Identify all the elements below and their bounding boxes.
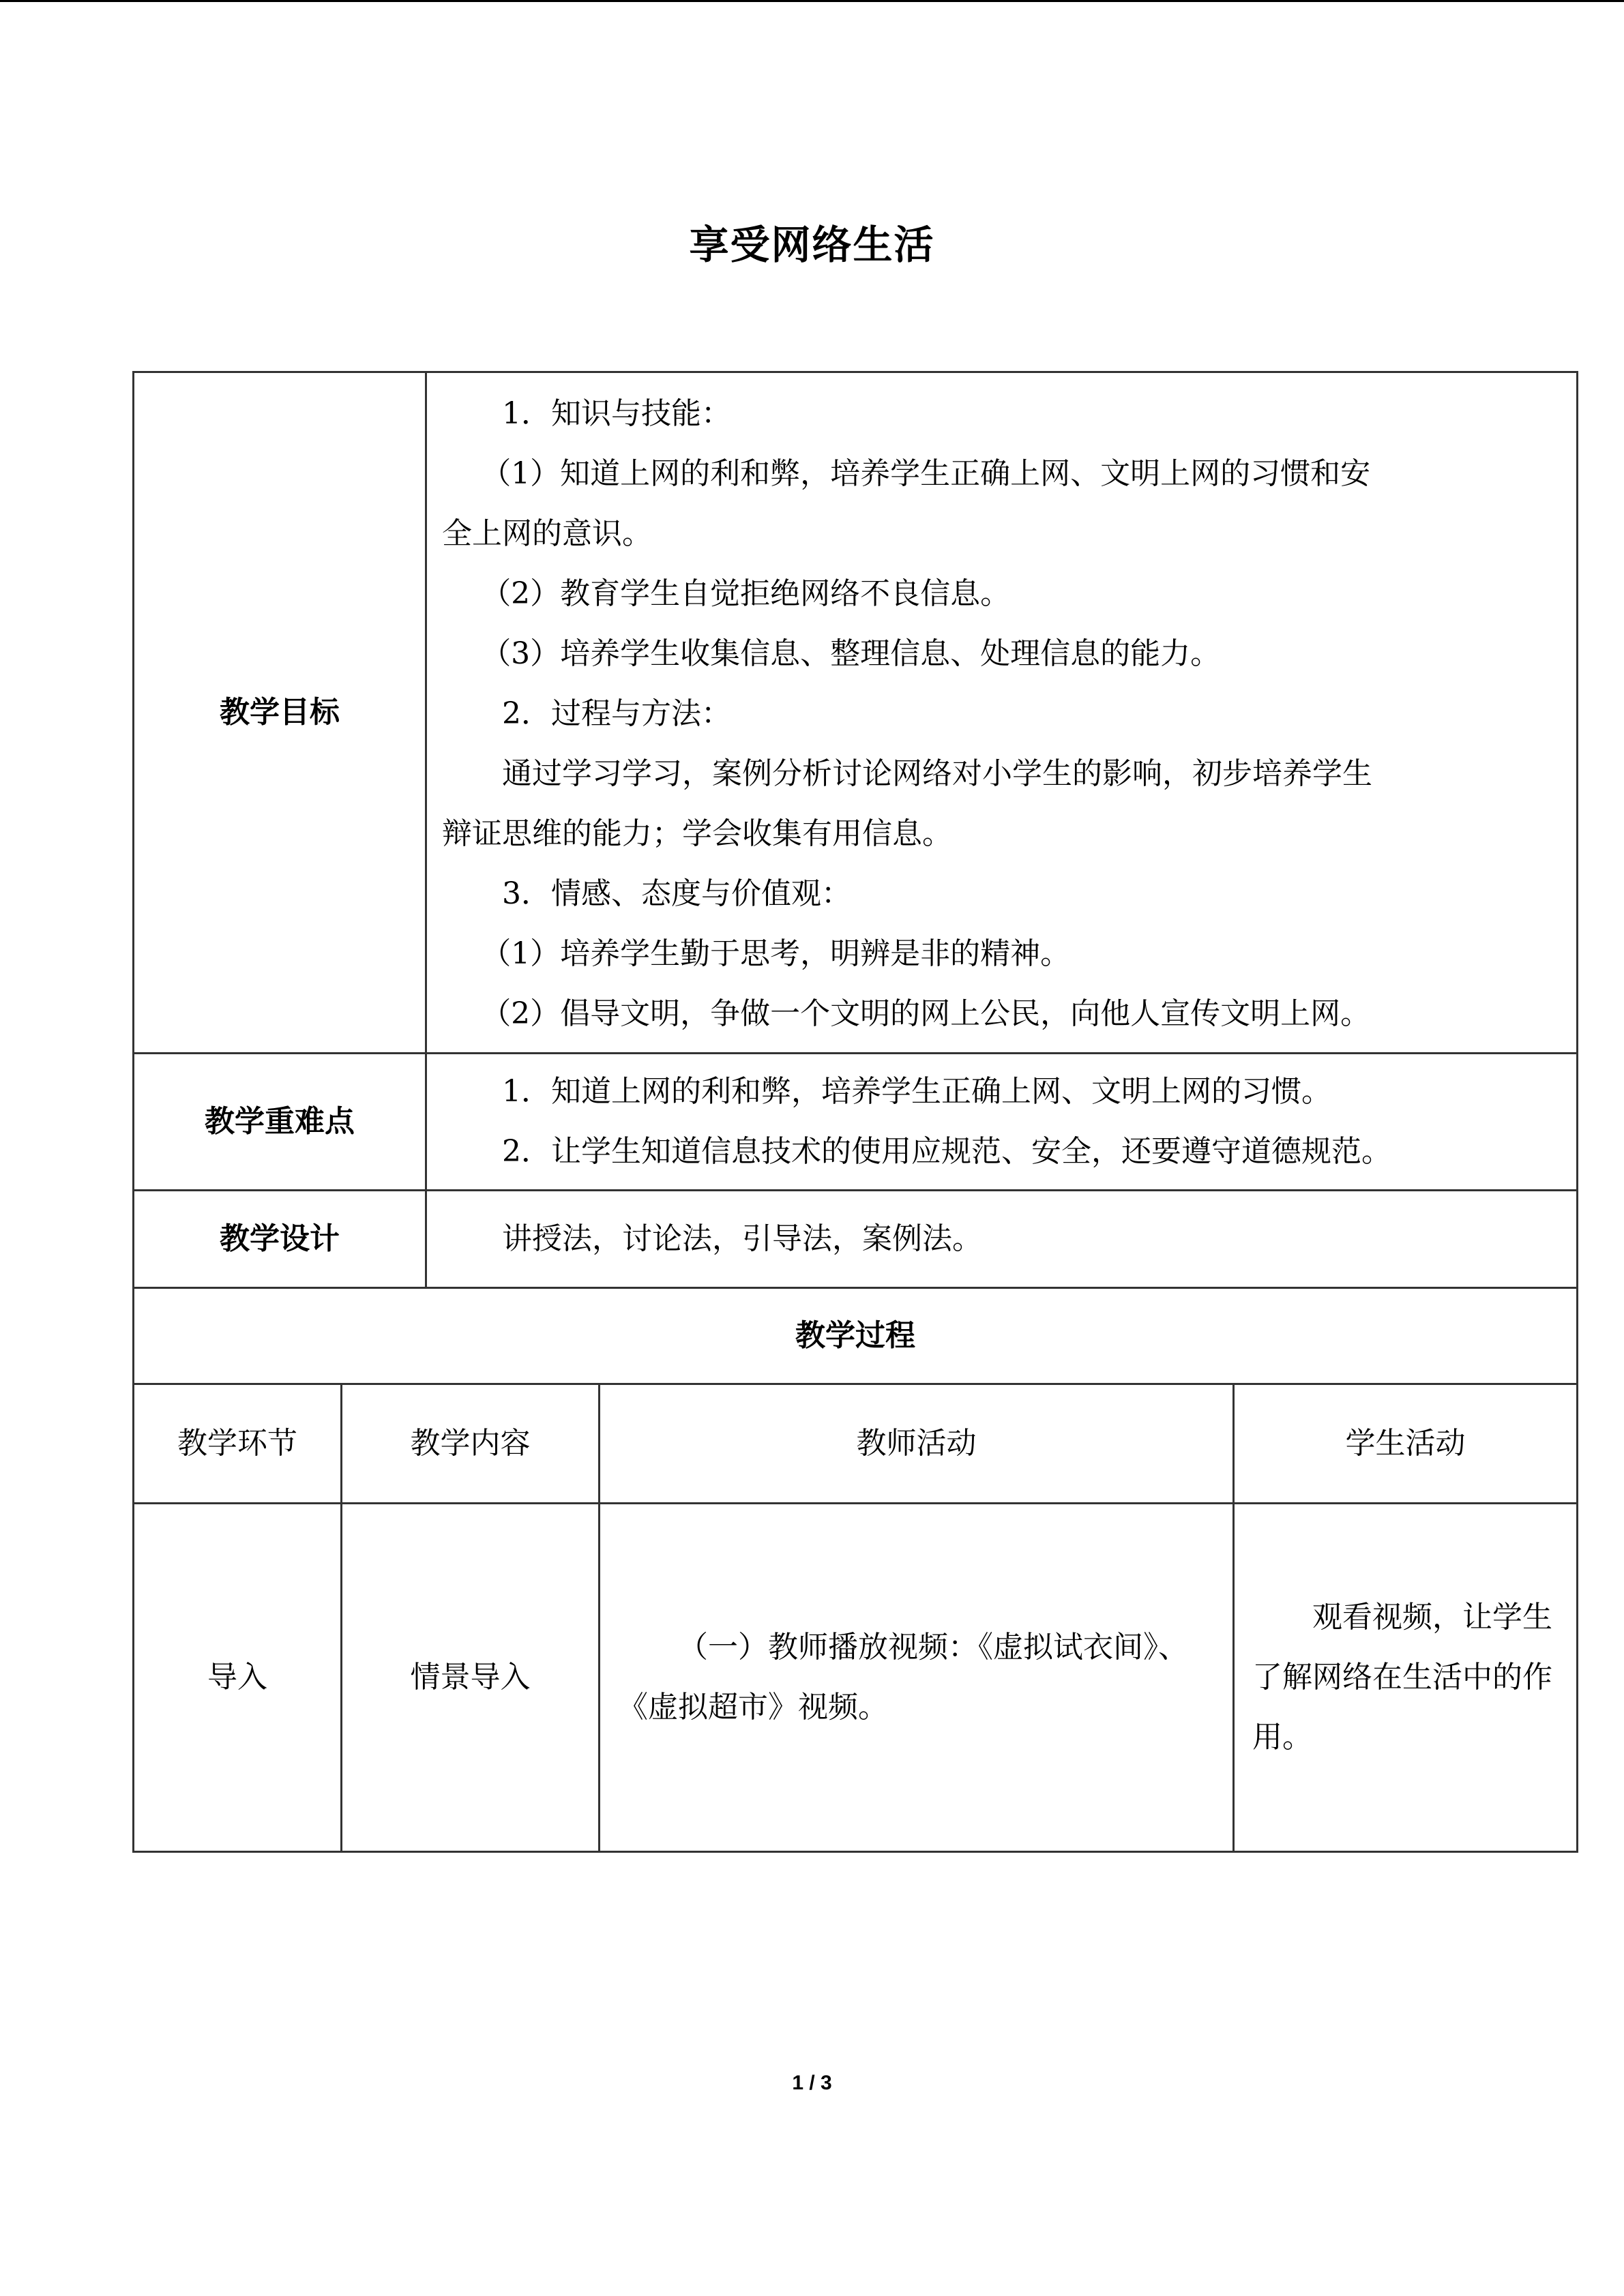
column-header-student: 学生活动 [1234,1384,1578,1504]
process-stage: 导入 [134,1504,342,1852]
design-text: 讲授法，讨论法，引导法，案例法。 [502,1221,982,1256]
process-heading-row [134,1288,1578,1384]
objectives-row [134,372,1578,1054]
objectives-line: 全上网的意识。 [442,516,652,551]
process-header-row [134,1384,1578,1504]
key-points-row [134,1054,1578,1191]
objectives-line: （3）培养学生收集信息、整理信息、处理信息的能力。 [481,636,1221,671]
lesson-plan-table [132,371,1578,1853]
document-title: 享受网络生活 [689,222,935,268]
key-points-content [426,1054,1578,1191]
process-student-activity: 观看视频，让学生了解网络在生活中的作用。 [1234,1504,1578,1852]
objectives-line: （1）培养学生勤于思考，明辨是非的精神。 [481,936,1071,971]
objectives-line: 3．情感、态度与价值观： [502,876,851,911]
objectives-label: 教学目标 [134,372,426,1054]
design-content [426,1191,1578,1288]
key-points-line: 2．让学生知道信息技术的使用应规范、安全，还要遵守道德规范。 [502,1134,1391,1169]
process-teacher-activity: （一）教师播放视频：《虚拟试衣间》、《虚拟超市》视频。 [600,1504,1234,1852]
objectives-line: （2）教育学生自觉拒绝网络不良信息。 [481,576,1011,611]
objectives-content [426,372,1578,1054]
objectives-line: （2）倡导文明，争做一个文明的网上公民，向他人宣传文明上网。 [481,996,1371,1031]
objectives-line: 2．过程与方法： [502,696,731,731]
objectives-line: 辩证思维的能力；学会收集有用信息。 [442,816,952,851]
process-content: 情景导入 [342,1504,600,1852]
objectives-line: （1）知道上网的利和弊，培养学生正确上网、文明上网的习惯和安 [481,456,1371,491]
key-points-label: 教学重难点 [134,1054,426,1191]
column-header-stage: 教学环节 [134,1384,342,1504]
page-top-border [0,0,1624,2]
column-header-content: 教学内容 [342,1384,600,1504]
design-label: 教学设计 [134,1191,426,1288]
column-header-teacher: 教师活动 [600,1384,1234,1504]
objectives-line: 通过学习学习，案例分析讨论网络对小学生的影响，初步培养学生 [502,756,1372,791]
design-row [134,1191,1578,1288]
process-row [134,1504,1578,1852]
key-points-line: 1．知道上网的利和弊，培养学生正确上网、文明上网的习惯。 [502,1074,1331,1109]
process-heading: 教学过程 [134,1288,1578,1384]
objectives-line: 1．知识与技能： [502,396,731,431]
page-number: 1 / 3 [792,2072,832,2094]
